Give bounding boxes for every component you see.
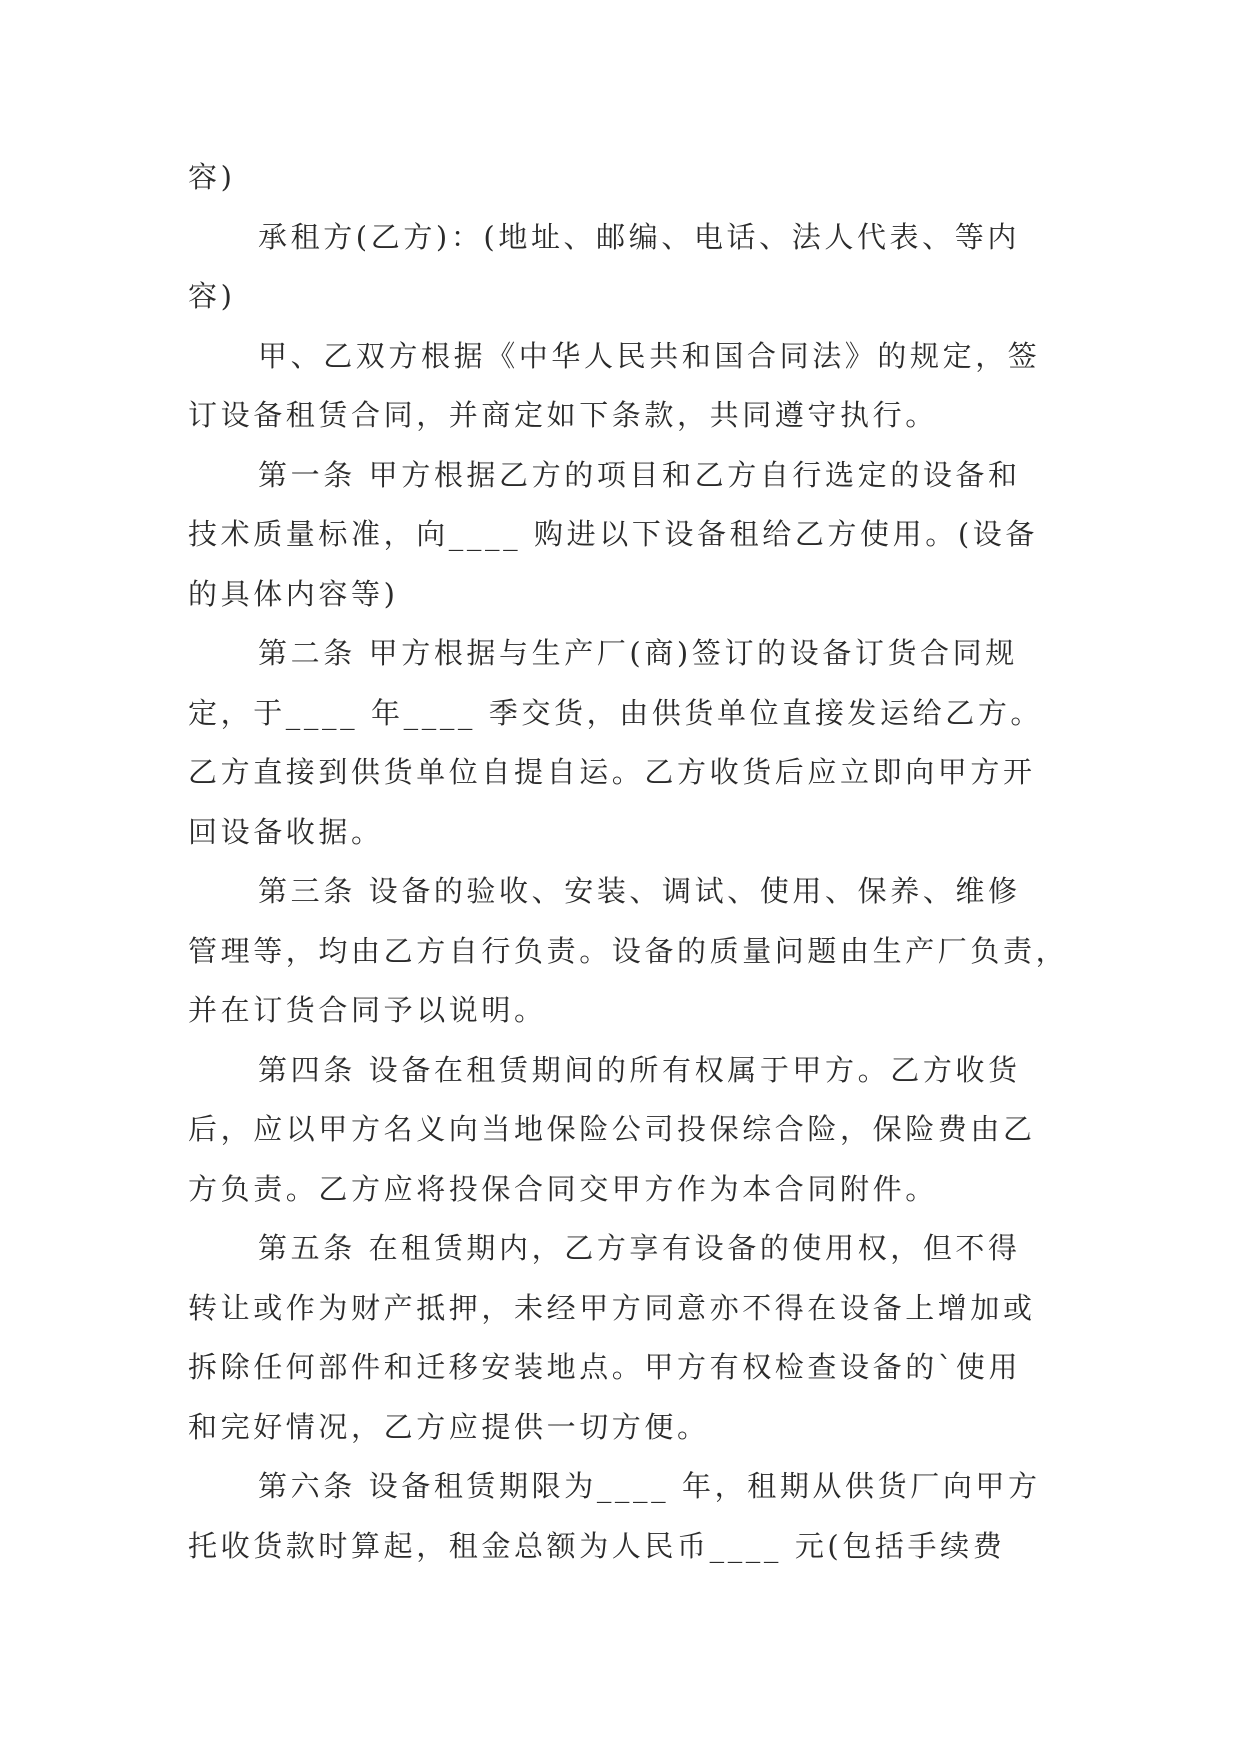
text-line: 第二条 甲方根据与生产厂(商)签订的设备订货合同规 xyxy=(258,636,1018,670)
document-body xyxy=(188,148,1069,1576)
text-line: 容) xyxy=(188,279,236,313)
text-line: 方负责。乙方应将投保合同交甲方作为本合同附件。 xyxy=(188,1171,938,1206)
text-line: 托收货款时算起，租金总额为人民币____ 元(包括手续费 xyxy=(188,1528,1006,1563)
text-line: 订设备租赁合同，并商定如下条款，共同遵守执行。 xyxy=(188,398,938,432)
text-line: 转让或作为财产抵押，未经甲方同意亦不得在设备上增加或 xyxy=(188,1290,1036,1325)
text-line: 的具体内容等) xyxy=(188,576,399,611)
text-line: 第五条 在租赁期内，乙方享有设备的使用权，但不得 xyxy=(258,1231,1021,1265)
text-line: 第三条 设备的验收、安装、调试、使用、保养、维修 xyxy=(258,874,1021,908)
text-line: 拆除任何部件和迁移安装地点。甲方有权检查设备的`使用 xyxy=(188,1350,1022,1384)
text-line: 和完好情况，乙方应提供一切方便。 xyxy=(188,1409,710,1444)
text-line: 承租方(乙方)：(地址、邮编、电话、法人代表、等内 xyxy=(258,219,1020,254)
text-line: 第四条 设备在租赁期间的所有权属于甲方。乙方收货 xyxy=(258,1052,1021,1087)
text-line: 甲、乙双方根据《中华人民共和国合同法》的规定，签 xyxy=(258,338,1041,373)
text-line: 管理等，均由乙方自行负责。设备的质量问题由生产厂负责， xyxy=(188,933,1069,968)
text-line: 技术质量标准，向____ 购进以下设备租给乙方使用。(设备 xyxy=(188,517,1038,551)
text-line: 容) xyxy=(188,160,236,194)
text-line: 定，于____ 年____ 季交货，由供货单位直接发运给乙方。 xyxy=(188,695,1044,730)
text-line: 回设备收据。 xyxy=(188,814,384,849)
text-line: 乙方直接到供货单位自提自运。乙方收货后应立即向甲方开 xyxy=(188,755,1036,789)
text-line: 并在订货合同予以说明。 xyxy=(188,993,547,1027)
text-line: 后，应以甲方名义向当地保险公司投保综合险，保险费由乙 xyxy=(188,1112,1036,1146)
text-line: 第六条 设备租赁期限为____ 年，租期从供货厂向甲方 xyxy=(258,1469,1041,1503)
text-line: 第一条 甲方根据乙方的项目和乙方自行选定的设备和 xyxy=(258,457,1021,492)
